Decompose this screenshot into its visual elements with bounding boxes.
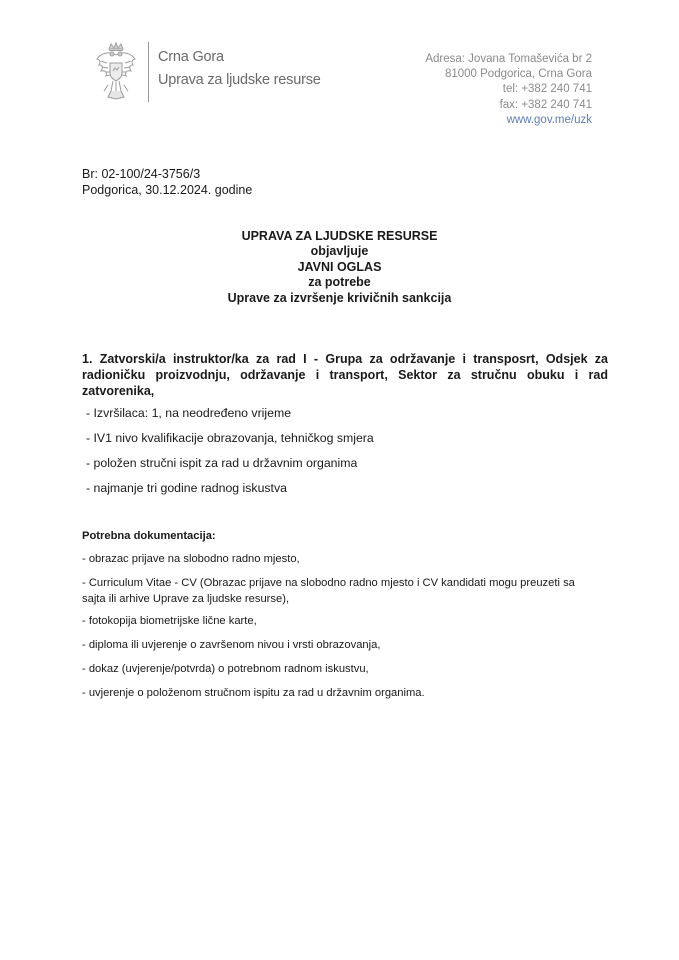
org-institution: Uprava za ljudske resurse [158, 72, 321, 88]
position-title: 1. Zatvorski/a instruktor/ka za rad I - Grupa za održavanje i transposrt, Odsjek za radioničku proizvodnju, održavanje i transport, Sektor za stručnu obuku i rad zatvorenika, [82, 352, 608, 398]
title-issuer: UPRAVA ZA LJUDSKE RESURSE [241, 229, 438, 243]
title-public-notice: JAVNI OGLAS [297, 259, 382, 274]
organization-name [158, 48, 321, 90]
announcement-title [0, 229, 679, 306]
address-fax: fax: +382 240 741 [499, 98, 592, 111]
org-country: Crna Gora [158, 49, 224, 65]
documentation-heading: Potrebna dokumentacija: [82, 530, 216, 542]
requirement-item: - položen stručni ispit za rad u državnim organima [86, 456, 358, 470]
documentation-item: - Curriculum Vitae - CV (Obrazac prijave na slobodno radno mjesto i CV kandidati mogu preuzeti sa sajta ili arhive Uprave za ljudske resurse), [82, 577, 575, 605]
coat-of-arms-icon [95, 41, 137, 103]
reference-block [82, 166, 252, 198]
address-city: 81000 Podgorica, Crna Gora [444, 68, 592, 81]
reference-number: Br: 02-100/24-3756/3 [82, 167, 201, 181]
documentation-item: - fotokopija biometrijske lične karte, [82, 615, 257, 627]
documentation-item: - diploma ili uvjerenje o završenom nivou i vrsti obrazovanja, [82, 639, 381, 651]
documentation-item: - uvjerenje o položenom stručnom ispitu za rad u državnim organima. [82, 687, 425, 699]
documentation-item: - obrazac prijave na slobodno radno mjesto, [82, 553, 300, 565]
address-tel: tel: +382 240 741 [502, 83, 592, 96]
requirement-item: - Izvršilaca: 1, na neodređeno vrijeme [86, 406, 292, 420]
website-link[interactable]: www.gov.me/uzk [506, 113, 592, 126]
place-and-date: Podgorica, 30.12.2024. godine [82, 183, 253, 197]
title-for-needs: za potrebe [308, 275, 371, 290]
address-street: Adresa: Jovana Tomaševića br 2 [425, 53, 592, 65]
header-divider [148, 42, 149, 102]
address-block [425, 52, 592, 128]
title-announces: objavljuje [310, 244, 369, 259]
requirement-item: - IV1 nivo kvalifikacije obrazovanja, tehničkog smjera [86, 431, 374, 445]
title-beneficiary: Uprave za izvršenje krivičnih sankcija [227, 290, 452, 305]
requirement-item: - najmanje tri godine radnog iskustva [86, 481, 287, 495]
documentation-item: - dokaz (uvjerenje/potvrda) o potrebnom radnom iskustvu, [82, 663, 369, 675]
